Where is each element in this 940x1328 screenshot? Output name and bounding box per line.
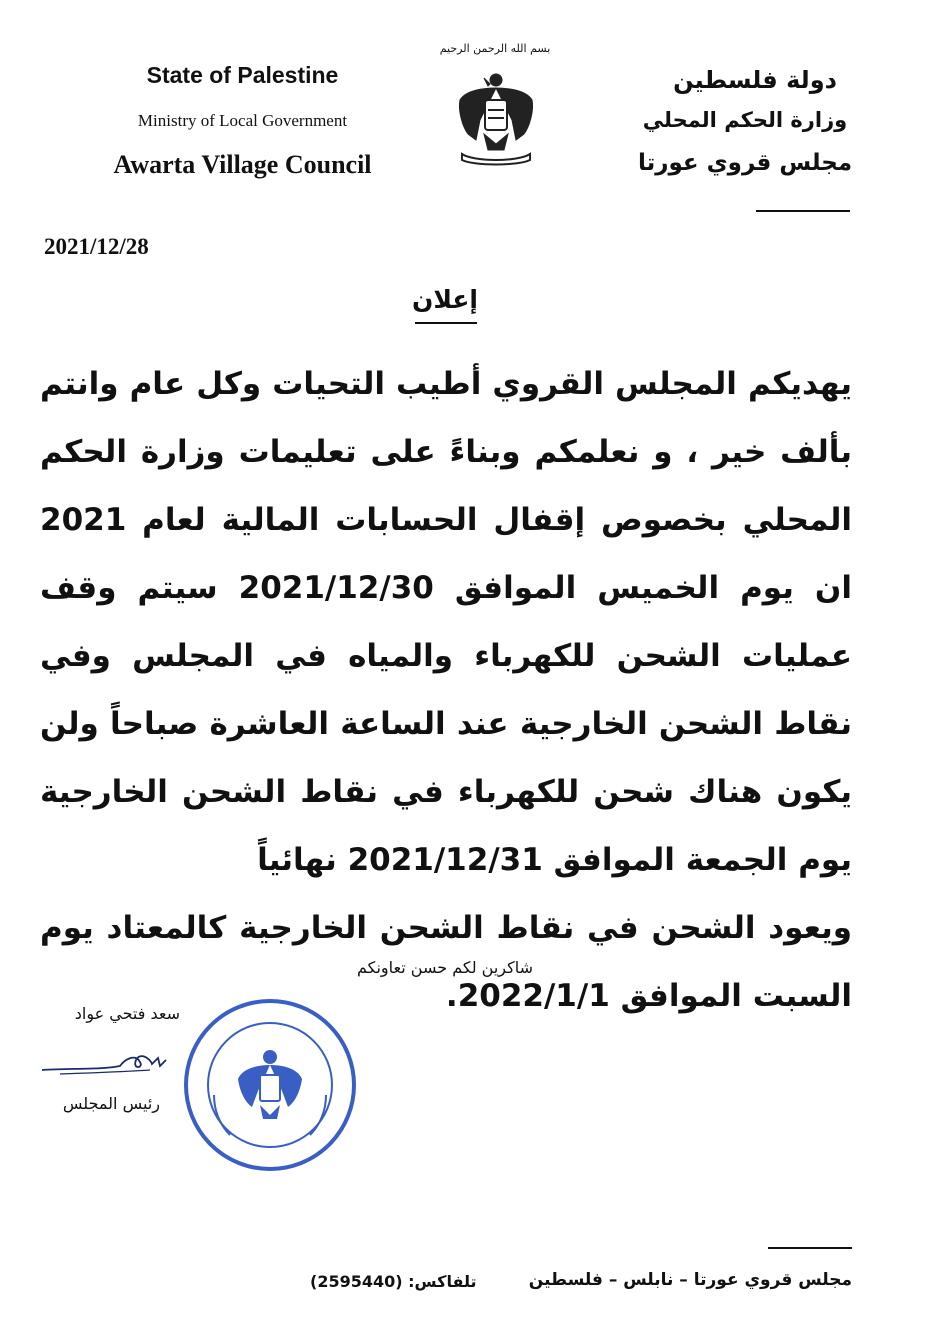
english-council-name: Awarta Village Council	[113, 150, 372, 179]
body-paragraph-2: ويعود الشحن في نقاط الشحن الخارجية كالمعتاد يوم السبت الموافق 2022/1/1.	[40, 910, 852, 1014]
arabic-council-name: مجلس قروي عورتا	[637, 150, 853, 176]
english-ministry-name: Ministry of Local Government	[137, 111, 348, 130]
announcement-title: إعلان	[412, 285, 478, 314]
body-paragraph-1: يهديكم المجلس القروي أطيب التحيات وكل عام وانتم بألف خير ، و نعلمكم وبناءً على تعليمات وزارة الحكم المحلي بخصوص إقفال الحسابات المالية لعام 2021 ان يوم الخميس الموافق 2021/12/30 سيتم وقف عمليات الشحن للكهرباء والمياه في المجلس وفي نقاط الشحن الخارجية عند الساعة العاشرة صباحاً ولن يكون هناك شحن للكهرباء في نقاط الشحن الخارجية يوم الجمعة الموافق 2021/12/31 نهائياً	[40, 366, 852, 878]
closing-thanks: شاكرين لكم حسن تعاونكم	[356, 958, 534, 977]
arabic-state-name: دولة فلسطين	[673, 66, 837, 94]
announcement-body	[40, 350, 852, 1030]
handwritten-signature	[40, 1040, 180, 1080]
official-stamp	[180, 995, 360, 1175]
basmala: بسم الله الرحمن الرحيم	[439, 42, 551, 55]
footer-fax: تلفاكس: (2595440)	[310, 1272, 477, 1291]
arabic-ministry-name: وزارة الحكم المحلي	[642, 108, 848, 132]
header-rule	[756, 210, 850, 212]
letter-date: 2021/12/28	[44, 234, 149, 259]
signer-title: رئيس المجلس	[62, 1094, 160, 1113]
footer-rule	[768, 1247, 852, 1249]
english-state-name: State of Palestine	[146, 62, 339, 88]
signer-name: سعد فتحي عواد	[74, 1004, 180, 1023]
eagle-emblem-icon	[454, 70, 538, 166]
footer-address: مجلس قروي عورتا – نابلس – فلسطين	[528, 1270, 852, 1290]
title-underline	[415, 322, 477, 324]
